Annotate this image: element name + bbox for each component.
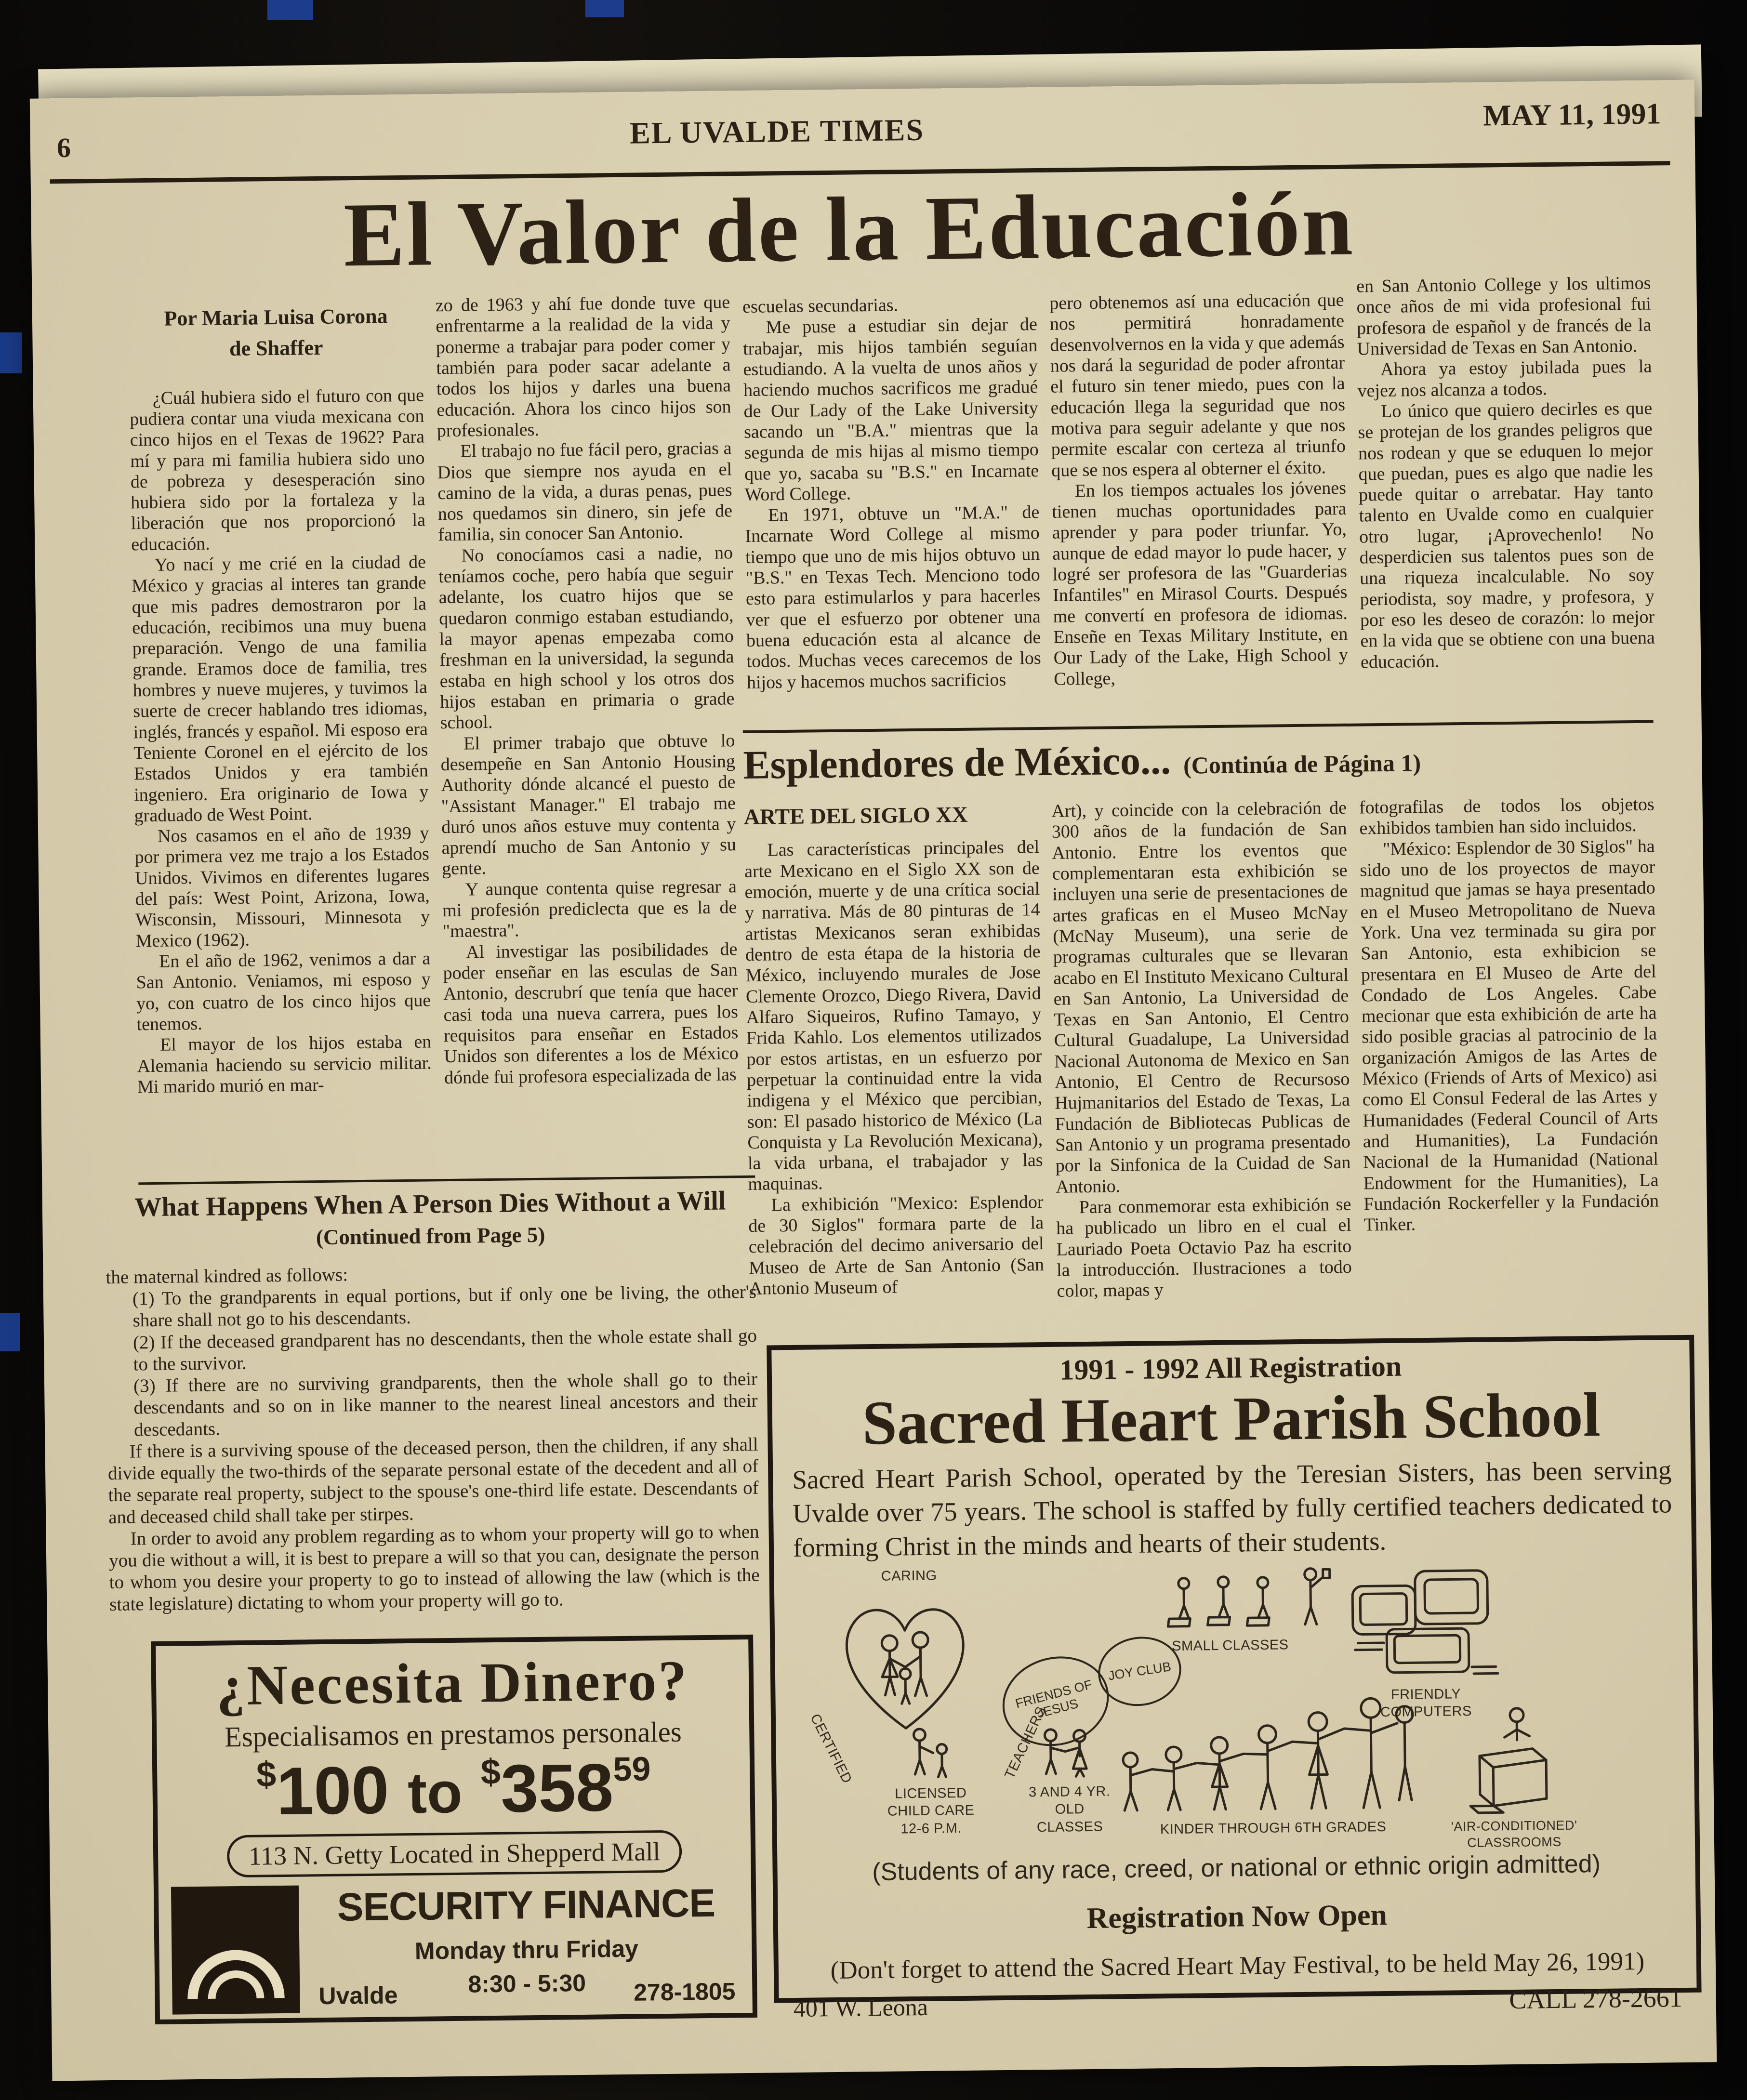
- sacred-ad-body: Sacred Heart Parish School, operated by the Teresian Sisters, has been serving Uvalde over 75 years. The school is staffed by fully certified teachers dedicated to forming Christ in the minds and hearts of their students.: [792, 1455, 1672, 1562]
- esplendores-subhead: ARTE DEL SIGLO XX: [743, 802, 968, 830]
- paragraph: La exhibición "Mexico: Esplendor de 30 Siglos" formara parte de la celebración del decimo aniversario del Museo de Arte de San Antonio (San Antonio Museum of: [748, 1191, 1045, 1299]
- sacred-ad-illustrations: [788, 1558, 1681, 1858]
- paragraph: escuelas secundarias.: [742, 295, 899, 317]
- security-ad-headline: ¿Necesita Dinero?: [216, 1649, 689, 1717]
- kinder-label: KINDER THROUGH 6TH GRADES: [1160, 1819, 1387, 1837]
- security-ad-subhead: Especialisamos en prestamos personales: [224, 1716, 682, 1753]
- small-classes-illustration: [1169, 1572, 1290, 1633]
- joy-club-cloud: JOY CLUB: [1093, 1631, 1186, 1712]
- valor-column-5: [1356, 273, 1656, 734]
- esplendores-continuation-note: (Continúa de Página 1): [1183, 749, 1421, 779]
- address-pill: 113 N. Getty Located in Shepperd Mall: [227, 1830, 682, 1878]
- paragraph: El trabajo no fue fácil pero, gracias a Dios que siempre nos ayuda en el camino de la vida, a duras penas, pues nos quedamos sin dinero, sin jefe de familia, sin conocer San Antonio.: [437, 438, 733, 545]
- phone-number: 278-1805: [633, 1978, 736, 2006]
- paragraph: No conocíamos casi a nadie, no teníamos coche, pero había que seguir adelante, los cuatro hijos que se quedaron conmigo estaban estudiando, la mayor apenas empezaba como freshman en la universidad, la segunda estaba en high school y los otros dos hijos estaban en primaria o grade school.: [438, 542, 735, 733]
- call-phone: CALL 278-2661: [1509, 1983, 1683, 2015]
- paragraph: En 1971, obtuve un "M.A." de Incarnate Word College al mismo tiempo que uno de mis hijos obtuvo un "B.S." en Texas Tech. Menciono todo esto para estimularlos y para hacerles ver que el esfuerzo por obtener una buena educación esta al alcance de todos. Muchas veces carecemos de los hijos y hacemos muchos sacrificios: [745, 502, 1041, 693]
- paragraph: Me puse a estudiar sin dejar de trabajar, mis hijos también seguían estudiando. A la vuelta de unos años y haciendo muchos sacrificos me gradué de Our Lady of the Lake University sacando un "B.A." mientras que la segunda de mis hijas al mismo tiempo que yo, sacaba su "B.S." en Incarnate Word College.: [742, 314, 1039, 505]
- will-paragraph: the maternal kindred as follows:: [106, 1264, 348, 1288]
- paragraph: Al investigar las posibilidades de poder enseñar en las esculas de San Antonio, descrubrí que tenía que hacer casi toda una nueva carrera, pues los requisitos para enseñar en Estados Unidos son diferentes a los de México dónde fui profesora especializada de las: [443, 938, 739, 1088]
- page-number: 6: [56, 132, 71, 164]
- dollar-sign: $: [256, 1754, 277, 1795]
- small-classes-label: SMALL CLASSES: [1171, 1637, 1289, 1654]
- paragraph: Las características principales del arte Mexicano en el Siglo XX son de emoción, muerte y de una crítica social y narrativa. Más de 80 pinturas de 14 artistas Mexicanos seran exhibidas dentro de esta étapa de la historia de México, incluyendo murales de Jose Clemente Orozco, Diego Rivera, David Alfaro Siqueiros, Rufino Tamayo, y Frida Kahlo. Los elementos utilizados por estos artistas, en un esfuerzo por perpetuar la continuidad entre la vida indigena y el México que percibian, son: El pasado historico de México (La Conquista y La Revolución Mexicana), la vida urbana, el trabajador y las maquinas.: [744, 837, 1043, 1195]
- byline-line1: Por Maria Luisa Corona: [164, 304, 388, 330]
- byline-line2: de Shaffer: [229, 335, 323, 360]
- city: Uvalde: [318, 1981, 398, 2010]
- will-list-item-2: (2) If the deceased grandparent has no descendants, then the whole estate shall go to the survivor.: [132, 1325, 757, 1375]
- scan-artifact: [0, 1313, 20, 1351]
- will-divider: [138, 1175, 755, 1185]
- to-word: to: [407, 1760, 463, 1826]
- friendly-computers-label: FRIENDLY COMPUTERS: [1380, 1686, 1472, 1720]
- school-address: 401 W. Leona: [793, 1994, 928, 2022]
- flag-figure-illustration: [1292, 1562, 1331, 1630]
- valor-column-3: [742, 293, 1042, 733]
- valor-article-headline: El Valor de la Educación: [343, 173, 1355, 286]
- will-list-item-3: (3) If there are no surviving grandparents, then the whole shall go to their descendants and so on in like manner to the nearest lineal ancestors and their descedants.: [133, 1368, 758, 1440]
- will-continuation-note: (Continued from Page 5): [316, 1222, 545, 1250]
- esplendores-column-3: [1359, 794, 1661, 1352]
- paragraph: fotografilas de todos los objetos exhibidos tambien han sido incluidos.: [1359, 794, 1654, 839]
- open-days: Monday thru Friday: [414, 1935, 639, 1965]
- paragraph: Ahora ya estoy jubilada pues la vejez nos alcanza a todos.: [1357, 356, 1652, 401]
- registration-open: Registration Now Open: [1086, 1899, 1388, 1935]
- valor-column-1-text: [130, 385, 432, 1097]
- byline: [129, 300, 424, 365]
- will-list-item-1: (1) To the grandparents in equal portions, but if only one be living, the other's share shall not go to his descendants.: [132, 1281, 757, 1331]
- paragraph: Y aunque contenta quise regresar a mi profesión prediclecta que es la de "maestra".: [442, 876, 737, 942]
- valor-column-2: [436, 292, 739, 1094]
- paragraph: Nos casamos en el año de 1939 y por primera vez me trajo a los Estados Unidos. Vivimos en diferentes lugares del país: West Point, Arizona, Iowa, Wisconsin, Missouri, Minnesota y Mexico (1962).: [134, 823, 430, 951]
- friends-of-jesus-cloud: FRIENDS OF JESUS: [993, 1645, 1119, 1757]
- company-name: SECURITY FINANCE: [337, 1881, 715, 1929]
- child-care-label: LICENSED CHILD CARE 12-6 P.M.: [887, 1785, 975, 1837]
- sacred-ad-headline: Sacred Heart Parish School: [861, 1380, 1601, 1458]
- preschool-label: 3 AND 4 YR. OLD CLASSES: [1028, 1783, 1111, 1835]
- security-finance-ad: [151, 1635, 757, 2024]
- open-hours: 8:30 - 5:30: [468, 1969, 586, 1998]
- caring-label: CARING: [881, 1568, 937, 1585]
- dateline: MAY 11, 1991: [1482, 97, 1661, 132]
- amount-to: 358: [500, 1749, 614, 1826]
- certified-label: CERTIFIED: [807, 1711, 855, 1786]
- heart-teachers-illustration: [822, 1583, 988, 1744]
- paragraph: pero obtenemos así una educación que nos permitirá honradamente desenvolvernos en la vida y que además nos dará la seguridad de poder afrontar el futuro sin tener miedo, pues con la educación llega la seguridad que nos motiva para seguir adelante y que nos permite escalar con certeza al triunfo que se nos espera al obterner el éxito.: [1049, 290, 1346, 481]
- paragraph: zo de 1963 y ahí fue donde tuve que enfrentarme a la realidad de la vida y ponerme a trabajar para poder comer y también para poder sacar adelante a todos los hijos y darles una buena educación. Ahora los cinco hijos son profesionales.: [435, 292, 731, 441]
- aircond-illustration: [1460, 1702, 1562, 1816]
- computers-illustration: [1343, 1565, 1503, 1683]
- aircond-label: 'AIR-CONDITIONED' CLASSROOMS: [1451, 1818, 1577, 1850]
- will-headline: What Happens When A Person Dies Without a Will: [134, 1186, 726, 1223]
- paragraph: En los tiempos actuales los jóvenes tienen muchas oportunidades para aprender y para poder triunfar. Yo, aunque de edad mayor lo pude hacer, y logré ser profesora de las "Guarderias Infantiles" en Mirasol Courts. Después me convertí en profesora de idiomas. Enseñe en Texas Military Institute, en Our Lady of the Lake, High School y College,: [1052, 477, 1349, 689]
- scan-artifact: [585, 0, 624, 17]
- esplendores-column-1-text: [744, 837, 1044, 1299]
- paragraph: Yo nací y me crié en la ciudad de México y gracias al interes tan grande que mis padres demostraron por la educación, recibimos una muy buena preparación. Vengo de una familia grande. Eramos doce de familia, tres hombres y nueve mujeres, y tuvimos la suerte de crecer hablando tres idiomas, inglés, francés y español. Mi esposo era Teniente Coronel en el ejército de los Estados Unidos y era también ingeniero. Era originario de Iowa y graduado de West Point.: [132, 552, 429, 826]
- festival-note: (Don't forget to attend the Sacred Heart May Festival, to be held May 26, 1991): [830, 1947, 1645, 1985]
- esplendores-column-1: [743, 801, 1045, 1359]
- esplendores-article: [743, 794, 1660, 1359]
- sacred-heart-ad: [767, 1335, 1701, 2022]
- scan-artifact: [0, 332, 22, 373]
- paragraph: En el año de 1962, venimos a dar a San Antonio. Veniamos, mi esposo y yo, con cuatro de los cinco hijos que tenemos.: [136, 948, 431, 1035]
- newspaper-page: [30, 80, 1717, 2081]
- esplendores-column-2: [1051, 798, 1353, 1355]
- preschool-illustration: [1031, 1724, 1104, 1781]
- esplendores-headline: Esplendores de México...: [743, 738, 1171, 788]
- sacred-ad-footer: [793, 1983, 1682, 2023]
- teachers-label: TEACHERS: [1002, 1704, 1049, 1782]
- paragraph: ¿Cuál hubiera sido el futuro con que pudiera contar una viuda mexicana con cinco hijos en el Texas de 1962? Para mí y para mi familia hubiera sido uno de pobreza y desesperación sino hubiera sido por la fortaleza y la liberación que nos proporcionó la educación.: [130, 385, 426, 555]
- paragraph: Para conmemorar esta exhibición se ha publicado un libro en el cual el Lauriado Poeta Octavio Paz ha escrito la introducción. Ilustraciones a todo color, mapas y: [1056, 1194, 1352, 1301]
- sacred-ad-kicker: 1991 - 1992 All Registration: [1059, 1350, 1402, 1386]
- paragraph: Art), y coincide con la celebración de 300 años de la fundación de San Antonio. Entre los eventos que complementaran esta exhibición se incluyen una serie de presentaciones de artes graficas en el Museo McNay (McNay Museum), una serie de programas culturales que se llevaran acabo en El Instituto Mexicano Cultural en San Antonio, La Universidad de Texas en San Antonio, El Centro Cultural Guadalupe, La Universidad Nacional Autonoma de Mexico en San Antonio, El Centro de Recursoso Hujmanitarios del Estado de Texas, La Fundación de Bibliotecas Publicas de San Antonio y un programa presentado por la Sinfonica de la Cuidad de San Antonio.: [1051, 797, 1351, 1197]
- paragraph: El mayor de los hijos estaba en Alemania haciendo su servicio militar. Mi marido murió en mar-: [137, 1031, 432, 1097]
- will-article: [105, 1185, 761, 1664]
- dollar-sign: $: [480, 1751, 501, 1792]
- kinder-chain-illustration: [1108, 1670, 1417, 1818]
- will-paragraph: If there is a surviving spouse of the deceased person, then the children, if any shall divide equally the two-thirds of the separate personal estate of the decedent and all of the separate real property, subject to the spouse's one-third life estate. Descendants of and deceased child shall take per stirpes.: [107, 1434, 759, 1528]
- valor-column-4: [1049, 290, 1349, 729]
- paragraph: El primer trabajo que obtuve lo desempeñe en San Antonio Housing Authority dónde alcancé el puesto de "Assistant Manager." El trabajo me duró unos años estuve muy contenta y aprendí mucho de San Antonio y su gente.: [440, 730, 737, 879]
- child-care-illustration: [901, 1726, 959, 1782]
- masthead-title: EL UVALDE TIMES: [629, 112, 925, 150]
- admission-note: (Students of any race, creed, or national or ethnic origin admitted): [872, 1850, 1601, 1887]
- loan-amount-range: [170, 1749, 738, 1829]
- will-paragraph: In order to avoid any problem regarding as to whom your property will go to when you die without a will, it is best to prepare a will so that you can, designate the person to whom you desire your property to go to instead of allowing the law (which is the state legislature) dictating to whom your property will go to.: [108, 1521, 760, 1615]
- paragraph: en San Antonio College y los ultimos once años de mi vida profesional fui profesora de español y de francés de la Universidad de Texas en San Antonio.: [1356, 273, 1652, 359]
- valor-column-1: [129, 300, 432, 1097]
- paragraph: "México: Esplendor de 30 Siglos" ha sido uno de los proyectos de mayor magnitud que jamas se haya presentado en el Museo Metropolitano de Nueva York. Una vez terminada su gira por San Antonio, esta exhibicion se presentara en El Museo de Arte del Condado de Los Angeles. Cabe mecionar que esta exhibición de arte ha sido posible gracias al patrocinio de la organización Amigos de las Artes de México (Friends of Arts of Mexico) asi como El Consul Federal de las Artes y Humanidades (Federal Council of Arts and Humanities), La Fundación Nacional de la Humanidad (National Endowment for the Humanities), La Fundación Rockerfeller y la Fundación Tinker.: [1360, 836, 1659, 1235]
- scan-artifact: [267, 0, 313, 20]
- amount-from: 100: [276, 1752, 390, 1829]
- security-finance-rainbow-logo: [171, 1886, 300, 2015]
- will-body: [106, 1259, 760, 1664]
- paragraph: Lo único que quiero decirles es que se protejan de los grandes peligros que nos rodean y que se eduquen lo mejor que puedan, pues es algo que nadie les puede quitar o arrebatar. Hay tanto talento en Uvalde como en cualquier otro lugar, ¡Aprovechenlo! No desperdicien sus talentos pues son de una riqueza incalculable. No soy periodista, soy madre, y profesora, y por eso les deseo de corazón: lo mejor en la vida que se obtiene con una buena educación.: [1358, 398, 1655, 673]
- security-ad-city-phone: [318, 1977, 736, 2010]
- amount-cents: 59: [613, 1750, 651, 1788]
